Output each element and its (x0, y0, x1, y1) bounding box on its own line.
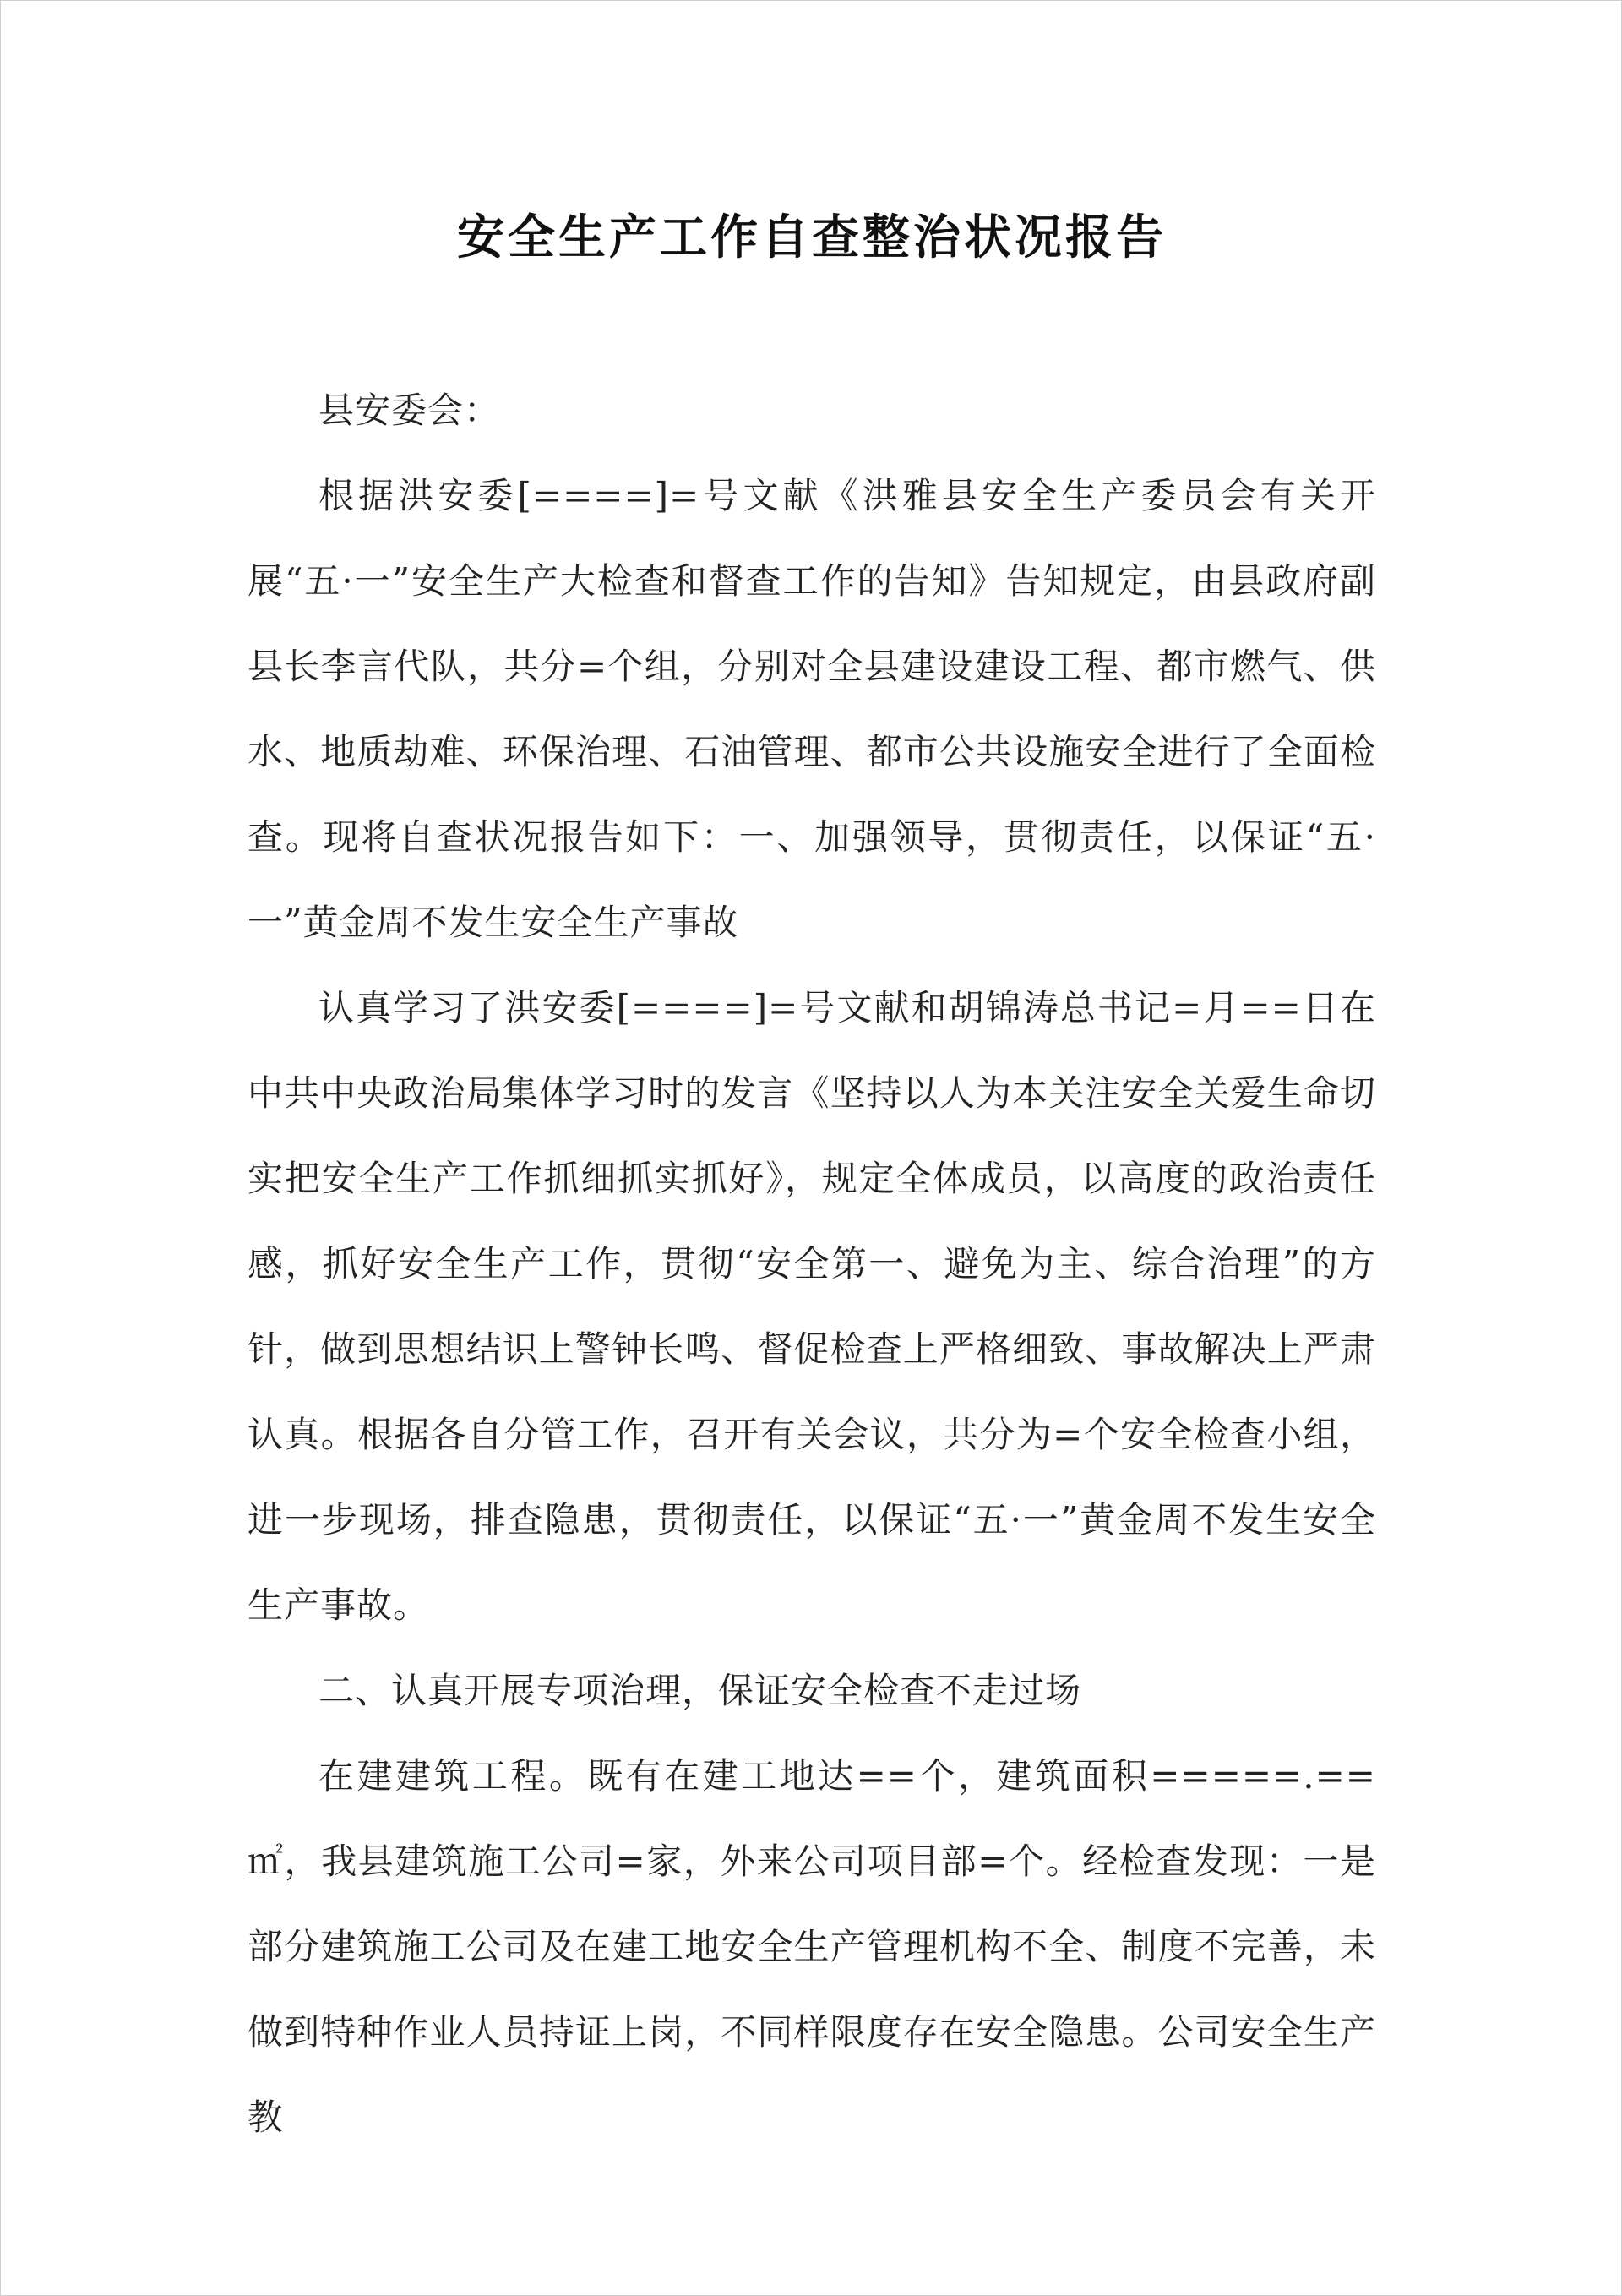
paragraph-2: 认真学习了洪安委[====]=号文献和胡锦涛总书记=月==日在中共中央政治局集体学习时的发言《坚持以人为本关注安全关爱生命切实把安全生产工作抓细抓实抓好》，规定全体成员，以高度的政治责任感，抓好安全生产工作，贯彻“安全第一、避免为主、综合治理”的方针，做到思想结识上警钟长鸣、督促检查上严格细致、事故解决上严肃认真。根据各自分管工作，召开有关会议，共分为=个安全检查小组，进一步现场，排查隐患，贯彻责任，以保证“五·一”黄金周不发生安全生产事故。 (248, 987, 1376, 1626)
salutation: 县安委会： (318, 390, 501, 431)
paragraph-1: 根据洪安委[====]=号文献《洪雅县安全生产委员会有关开展“五·一”安全生产大检查和督查工作的告知》告知规定，由县政府副县长李言代队，共分=个组，分别对全县建设建设工程、都市燃气、供水、地质劫难、环保治理、石油管理、都市公共设施安全进行了全面检查。现将自查状况报告如下：一、加强领导，贯彻责任，以保证“五·一”黄金周不发生安全生产事故 (248, 475, 1376, 943)
paragraph-4: 在建建筑工程。既有在建工地达==个，建筑面积=====.==㎡，我县建筑施工公司=家，外来公司项目部=个。经检查发现：一是部分建筑施工公司及在建工地安全生产管理机构不全、制度不完善，未做到特种作业人员持证上岗，不同样限度存在安全隐患。公司安全生产教 (248, 1755, 1376, 2138)
document-title: 安全生产工作自查整治状况报告 (457, 210, 1167, 265)
paragraph-3-heading: 二、认真开展专项治理，保证安全检查不走过场 (318, 1670, 1082, 1711)
document-body (248, 368, 1376, 2160)
